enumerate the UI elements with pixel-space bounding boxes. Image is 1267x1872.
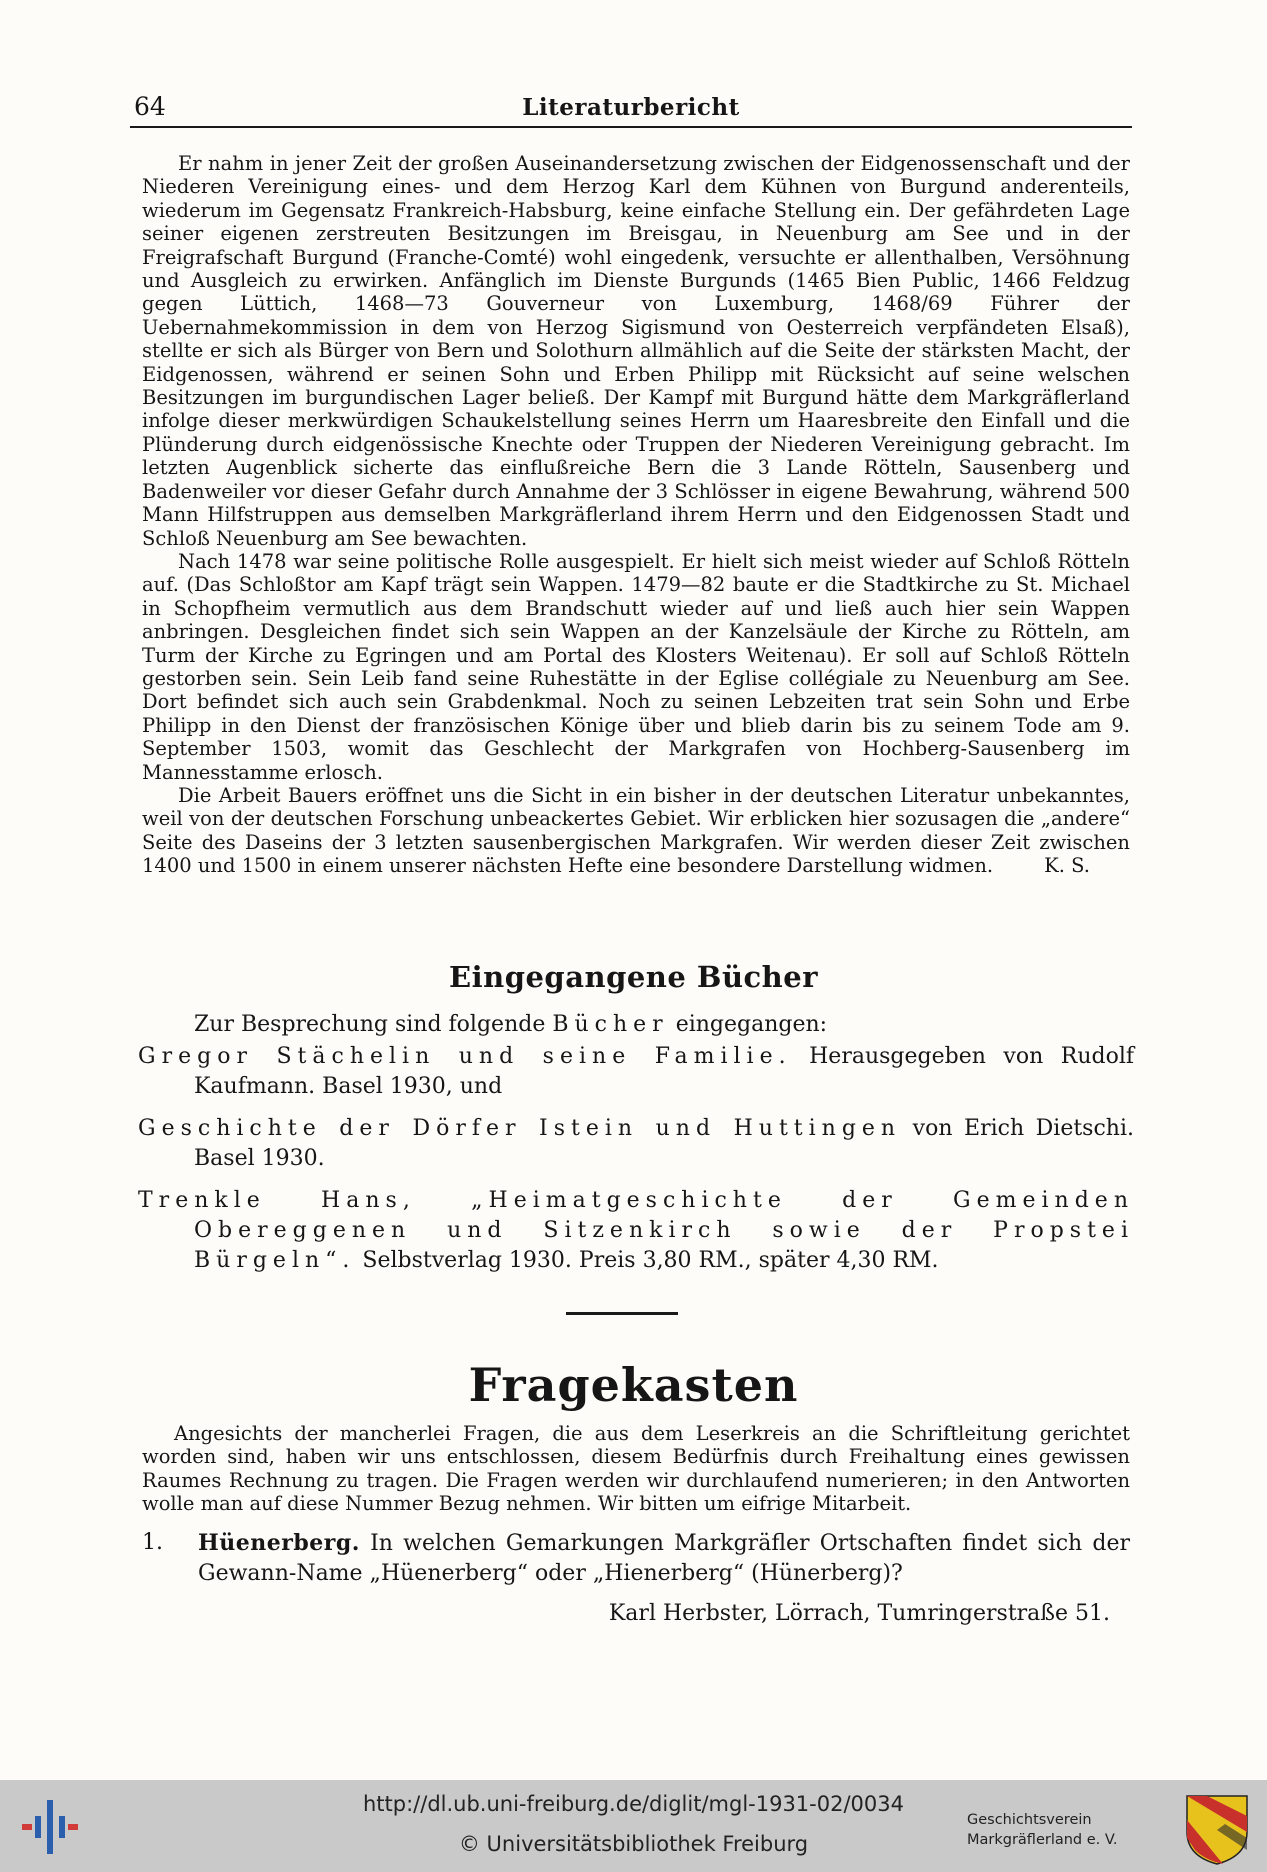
question-asker: Karl Herbster, Lörrach, Tumringerstraße 51.	[608, 1600, 1110, 1626]
permalink-url[interactable]: http://dl.ub.uni-freiburg.de/diglit/mgl-1931-02/0034	[362, 1792, 904, 1816]
books-intro	[194, 1010, 1134, 1040]
books-intro-spaced-word: Bücher	[552, 1012, 669, 1037]
article-paragraph-2: Nach 1478 war seine politische Rolle ausgespielt. Er hielt sich meist wieder auf Schloß Rötteln auf. (Das Schloßtor am Kapf trägt sein Wappen. 1479—82 baute er die Stadtkirche zu St. Michael in Schopfheim vermutlich aus dem Brandschutt wieder auf und ließ auch hier sein Wappen anbringen. Desgleichen findet sich sein Wappen an der Kanzelsäule der Kirche zu Rötteln, am Turm der Kirche zu Egringen und am Portal des Klosters Weitenau). Er soll auf Schloß Rötteln gestorben sein. Sein Leib fand seine Ruhestätte in der Eglise collégiale zu Neuenburg am See. Dort befindet sich auch sein Grabdenkmal. Noch zu seinen Lebzeiten trat sein Sohn und Erbe Philipp in den Dienst der französischen Könige über und blieb darin bis zu seinem Tode am 9. September 1503, womit das Geschlecht der Markgrafen von Hochberg-Sausenberg im Mannesstamme erlosch.	[142, 549, 1130, 784]
book-entry-title: Geschichte der Dörfer Istein und Huttingen	[138, 1116, 902, 1141]
book-entry-title: Trenkle Hans, „Heimatgeschichte der Gemeinden Obereggenen und Sitzenkirch sowie der Propstei Bürgeln“.	[138, 1188, 1134, 1273]
book-entry-title: Gregor Stächelin und seine Familie.	[138, 1044, 792, 1069]
coat-of-arms-icon	[1185, 1794, 1249, 1866]
books-intro-start: Zur Besprechung sind folgende	[194, 1012, 553, 1037]
book-entry-details: Selbstverlag 1930. Preis 3,80 RM., später 4,30 RM.	[355, 1248, 939, 1273]
books-heading: Eingegangene Bücher	[448, 960, 818, 994]
article-paragraph-3-text: Die Arbeit Bauers eröffnet uns die Sicht in ein bisher in der deutschen Literatur unbekanntes, weil von der deutschen Forschung unbeackertes Gebiet. Wir erblicken hier sozusagen die „andere“ Seite des Daseins der 3 letzten sausenbergischen Markgrafen. Wir werden dieser Zeit zwischen 1400 und 1500 in einem unserer nächsten Hefte eine besondere Darstellung widmen.	[142, 783, 1130, 878]
question-number: 1.	[142, 1529, 163, 1555]
viewer-footer	[0, 1780, 1267, 1872]
book-entry-details: Herausgegeben von Rudolf Kaufmann. Basel 1930, und	[194, 1044, 1134, 1099]
book-entry-details: von Erich Dietschi. Basel 1930.	[194, 1116, 1134, 1171]
running-title: Literaturbericht	[522, 94, 740, 121]
books-intro-end: eingegangen:	[668, 1012, 828, 1037]
article-text	[142, 152, 1130, 878]
book-entry	[138, 1186, 1134, 1276]
society-name-line2: Markgräflerland e. V.	[967, 1832, 1118, 1848]
question-keyword: Hüenerberg.	[198, 1529, 360, 1556]
books-section	[138, 1010, 1134, 1288]
question-text: In welchen Gemarkungen Markgräfler Ortschaften findet sich der Gewann-Name „Hüenerberg“ oder „Hienerberg“ (Hünerberg)?	[198, 1530, 1130, 1586]
book-entry	[138, 1042, 1134, 1102]
society-name	[967, 1810, 1167, 1850]
book-entry	[138, 1114, 1134, 1174]
article-signature: K. S.	[1044, 854, 1090, 878]
question-item	[142, 1528, 1130, 1629]
fragekasten-lead: Angesichts der mancherlei Fragen, die aus dem Leserkreis an die Schriftleitung gerichtet worden sind, haben wir uns entschlossen, diesem Bedürfnis durch Freihaltung eines gewissen Raumes Rechnung zu tragen. Die Fragen werden wir durchlaufend numerieren; in den Antworten wolle man auf diese Nummer Bezug nehmen. Wir bitten um eifrige Mitarbeit.	[142, 1422, 1130, 1516]
copyright-notice: © Universitätsbibliothek Freiburg	[458, 1832, 809, 1856]
running-header	[130, 92, 1132, 128]
fragekasten-section	[142, 1422, 1130, 1629]
fragekasten-heading: Fragekasten	[468, 1358, 799, 1412]
society-name-line1: Geschichtsverein	[967, 1812, 1092, 1828]
section-divider	[566, 1312, 678, 1315]
article-paragraph-3	[142, 784, 1130, 878]
article-paragraph-1: Er nahm in jener Zeit der großen Auseinandersetzung zwischen der Eidgenossenschaft und der Niederen Vereinigung eines- und dem Herzog Karl dem Kühnen von Burgund anderenteils, wiederum im Gegensatz Frankreich-Habsburg, keine einfache Stellung ein. Der gefährdeten Lage seiner eigenen zerstreuten Besitzungen im Breisgau, in Neuenburg am See und in der Freigrafschaft Burgund (Franche-Comté) wohl eingedenk, versuchte er allenthalben, Versöhnung und Ausgleich zu erwirken. Anfänglich im Dienste Burgunds (1465 Bien Public, 1466 Feldzug gegen Lüttich, 1468—73 Gouverneur von Luxemburg, 1468/69 Führer der Uebernahmekommission in dem von Herzog Sigismund von Oesterreich verpfändeten Elsaß), stellte er sich als Bürger von Bern und Solothurn allmählich auf die Seite der stärksten Macht, der Eidgenossen, während er seinen Sohn und Erben Philipp mit Rücksicht auf seine welschen Besitzungen im burgundischen Lager beließ. Der Kampf mit Burgund hätte dem Markgräflerland infolge dieser merkwürdigen Schaukelstellung seines Herrn um Haaresbreite den Einfall und die Plünderung durch eidgenössische Knechte oder Truppen der Niederen Vereinigung gebracht. Im letzten Augenblick sicherte das einflußreiche Bern die 3 Lande Rötteln, Sausenberg und Badenweiler vor dieser Gefahr durch Annahme der 3 Schlösser in eigene Bewahrung, während 500 Mann Hilfstruppen aus demselben Markgräflerland ihrem Herrn und den Eidgenossen Stadt und Schloß Neuenburg am See bewachten.	[142, 152, 1130, 550]
page-number: 64	[134, 92, 166, 121]
